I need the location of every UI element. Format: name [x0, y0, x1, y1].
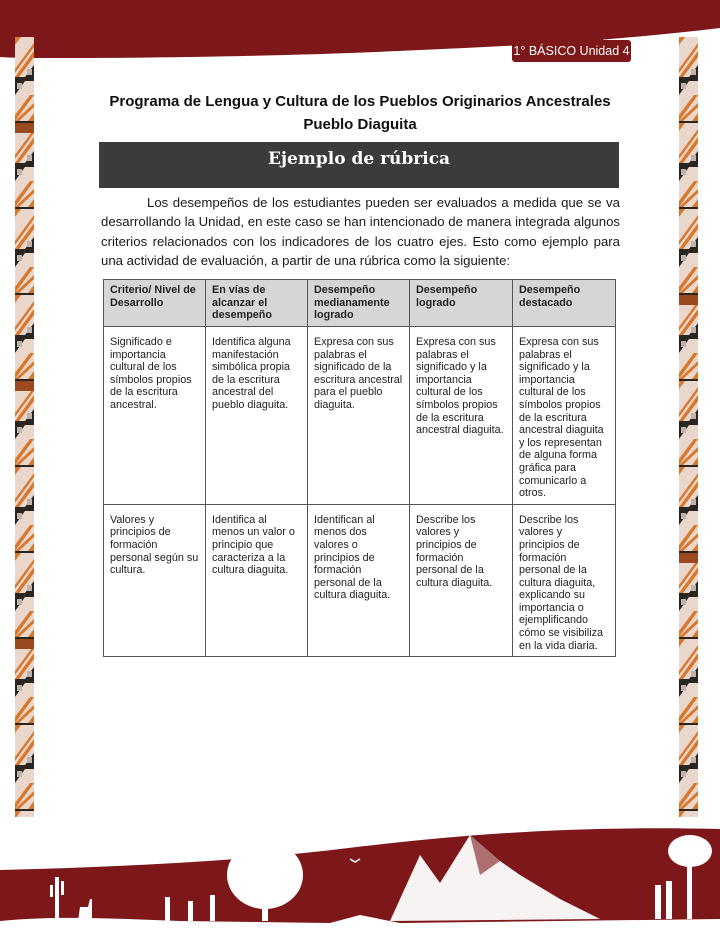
table-row: [104, 327, 616, 505]
program-title: Programa de Lengua y Cultura de los Pueblos Originarios Ancestrales: [109, 93, 611, 110]
rubric-table: [103, 279, 616, 657]
table-cell: Expresa con sus palabras el significado de la escritura ancestral para el pueblo diaguita.: [308, 327, 410, 505]
table-cell: Identifica alguna manifestación simbólica propia de la escritura ancestral del pueblo diaguita.: [206, 327, 308, 505]
intro-paragraph: [101, 193, 620, 270]
header-medianamente-logrado: Desempeño medianamente logrado: [308, 280, 410, 327]
table-cell: Identifica al menos un valor o principio que caracteriza a la cultura diaguita.: [206, 504, 308, 657]
table-row: [104, 504, 616, 657]
table-cell: Identifican al menos dos valores o principios de formación personal de la cultura diaguita.: [308, 504, 410, 657]
intro-text: Los desempeños de los estudiantes pueden ser evaluados a medida que se va desarrollando la Unidad, en este caso se han intencionado de manera integrada algunos criterios relacionados con los indicadores de los cuatro ejes. Esto como ejemplo para una actividad de evaluación, a partir de una rúbrica como la siguiente:: [101, 195, 620, 268]
table-cell: Expresa con sus palabras el significado y la importancia cultural de los símbolos propios de la escritura ancestral diaguita.: [410, 327, 513, 505]
header-criterio: Criterio/ Nivel de Desarrollo: [104, 280, 206, 327]
people-subtitle: Pueblo Diaguita: [303, 116, 417, 133]
table-cell: Expresa con sus palabras el significado y la importancia cultural de los símbolos propios de la escritura ancestral diaguita y los representan de alguna forma gráfica para comunicarlo a otros.: [513, 327, 616, 505]
header-en-vias: En vías de alcanzar el desempeño: [206, 280, 308, 327]
header-destacado: Desempeño destacado: [513, 280, 616, 327]
section-heading-bar: [99, 142, 619, 188]
rubric-header-row: [104, 280, 616, 327]
diaguita-pattern-border-left: [15, 37, 34, 817]
table-cell: Significado e importancia cultural de los símbolos propios de la escritura ancestral.: [104, 327, 206, 505]
footer-landscape-illustration: [0, 815, 720, 932]
section-title: Ejemplo de rúbrica: [267, 149, 451, 169]
grade-unit-badge: 1° BÁSICO Unidad 4: [512, 40, 631, 62]
diaguita-pattern-border-right: [679, 37, 698, 817]
table-cell: Describe los valores y principios de formación personal de la cultura diaguita.: [410, 504, 513, 657]
table-cell: Describe los valores y principios de formación personal de la cultura diaguita, explicando su importancia o ejemplificando cómo se visibiliza en la vida diaria.: [513, 504, 616, 657]
table-cell: Valores y principios de formación personal según su cultura.: [104, 504, 206, 657]
header-logrado: Desempeño logrado: [410, 280, 513, 327]
